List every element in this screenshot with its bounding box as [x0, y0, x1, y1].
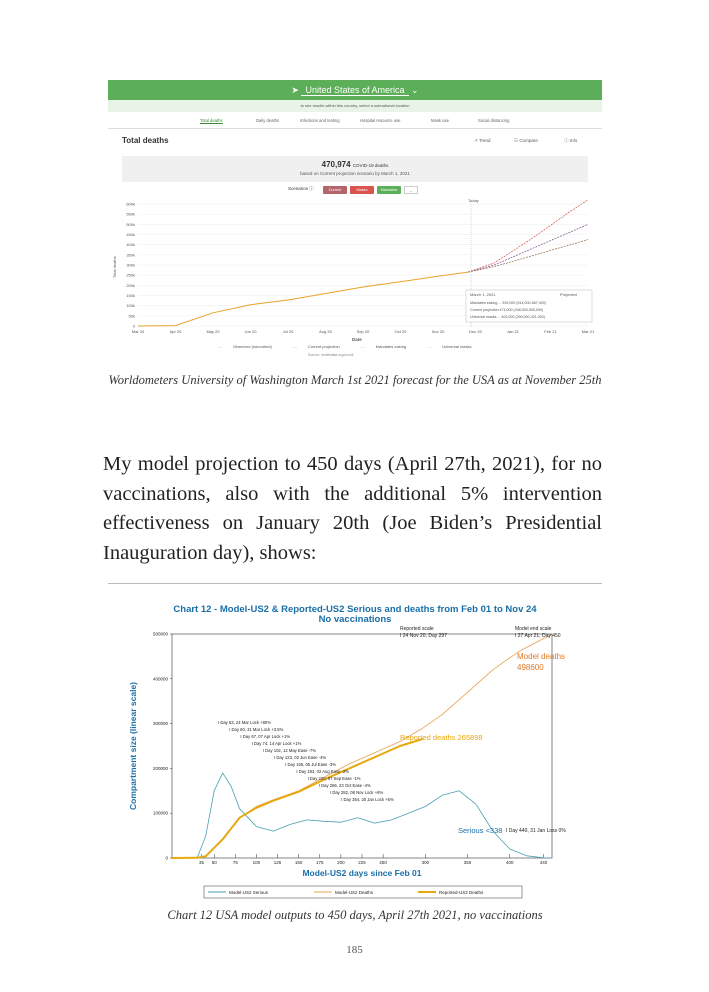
serious-label: Serious <338: [458, 826, 503, 835]
x-tick-label: 300: [421, 860, 430, 865]
location-selector-bar[interactable]: [108, 80, 602, 100]
annotation: I Day 266, 23 Oct Ease -4%: [318, 783, 371, 788]
legend-mandates-label: Mandates easing: [375, 344, 407, 349]
legend-masks: - - Universal masks: [427, 344, 472, 349]
series-line-0: [138, 272, 468, 326]
x-tick-label: 350: [463, 860, 472, 865]
tab-hospital-resource-use[interactable]: Hospital resource use: [360, 118, 401, 123]
x-tick-label: 400: [506, 860, 514, 865]
x-tick-label: 200: [337, 860, 345, 865]
legend-masks-label: Universal masks: [442, 344, 472, 349]
reported-scale-label: Reported scale: [400, 626, 434, 632]
legend-current: - - Current projection: [292, 344, 340, 349]
x-tick-label: Mar 21: [581, 329, 595, 334]
divider: [108, 583, 602, 584]
total-deaths-chart: [108, 198, 602, 342]
info-icon: ⓘ: [564, 138, 569, 143]
trend-icon: ↗: [474, 138, 478, 143]
y-tick-label: 600k: [126, 201, 135, 207]
scenario-dropdown[interactable]: [404, 186, 418, 194]
y-tick-label: 200000: [152, 765, 168, 771]
y-tick-label: 0: [132, 323, 135, 329]
legend-observed-label: Observed (smoothed): [233, 344, 272, 349]
legend-current-label: Current projection: [307, 344, 340, 349]
scenario-button-current[interactable]: Current projection: [323, 186, 347, 194]
x-axis-label: Model-US2 days since Feb 01: [302, 868, 422, 878]
x-tick-labels: [132, 329, 595, 334]
view-compare-label: Compare: [519, 138, 538, 143]
view-compare[interactable]: [514, 138, 538, 144]
chart-legend: [218, 344, 492, 349]
legend-mandates: - - Mandates easing: [360, 344, 407, 349]
x-tick-label: 75: [232, 860, 238, 865]
y-tick-label: 150k: [126, 293, 135, 298]
reported-deaths-label: Reported deaths 265898: [400, 733, 483, 742]
country-select[interactable]: United States of America: [301, 85, 408, 96]
y-tick-label: 100000: [152, 810, 168, 816]
annotation: I Day 102, 12 May Ease -7%: [262, 748, 317, 753]
legend-model-deaths-label: Model-US2 Deaths: [335, 890, 374, 895]
x-tick-label: Mar 20: [131, 329, 145, 334]
scenario-button-masks[interactable]: Masks: [350, 186, 374, 194]
total-deaths-value: [122, 160, 588, 169]
reported-scale-sub: I 24 Nov 20, Day 297: [400, 633, 447, 639]
x-tick-label: Oct 20: [394, 329, 407, 334]
scenarios-label: [288, 186, 314, 192]
box-row-current: Current projection 471,000 (448,000-505,000): [470, 308, 544, 312]
tab-infections-testing[interactable]: Infections and testing: [300, 118, 340, 123]
y-tick-label: 500000: [152, 631, 168, 637]
caption-figure-1: Worldometers University of Washington March 1st 2021 forecast for the USA as at November 25th: [108, 373, 602, 387]
tab-daily-deaths[interactable]: Daily deaths: [256, 118, 280, 123]
box-row-mandates: Mandates easing ... 539,000 (514,000-567,000): [470, 301, 546, 305]
x-tick-label: 35: [199, 860, 205, 865]
x-tick-labels: [199, 854, 548, 865]
annotation: I Day 183, 02 Aug Ease -2%: [296, 769, 350, 774]
y-tick-labels: [126, 202, 135, 329]
x-tick-label: 50: [211, 860, 217, 865]
annotation: I Day 354, 20 Jan Lock +5%: [341, 797, 394, 802]
y-tick-label: 200k: [126, 282, 135, 288]
x-tick-label: May 20: [206, 329, 220, 334]
view-info-label: Info: [569, 138, 578, 143]
total-suffix: COVID-19 deaths: [352, 163, 389, 168]
legend-observed: — Observed (smoothed): [218, 344, 272, 349]
y-tick-label: 50k: [128, 313, 135, 319]
x-tick-label: Aug 20: [319, 329, 332, 334]
x-tick-label: 150: [294, 860, 303, 865]
legend-reported-deaths-label: Reported-US2 Deaths: [439, 890, 484, 895]
x-tick-label: 440: [539, 860, 548, 865]
box-row-masks: Universal masks ... 403,000 (390,000-421,000): [470, 315, 545, 319]
x-tick-label: 225: [358, 860, 366, 865]
chevron-down-icon: ⌄: [409, 188, 413, 193]
y-tick-label: 550k: [126, 211, 135, 217]
caption-figure-2: Chart 12 USA model outputs to 450 days, April 27th 2021, no vaccinations: [167, 908, 543, 922]
x-tick-label: 100: [252, 860, 261, 865]
view-info[interactable]: [564, 138, 577, 144]
x-tick-label: Dec 20: [469, 329, 482, 334]
x-tick-label: Apr 20: [169, 329, 182, 334]
legend-serious-label: Model-US2 Serious: [229, 890, 269, 895]
view-trend-label: Trend: [478, 138, 491, 143]
y-tick-label: 450k: [126, 232, 135, 237]
projected-label: Projected: [560, 292, 577, 297]
annotation: I Day 220, 07 Sep Ease -1%: [307, 776, 361, 781]
annotation: I Day 74, 14 Apr Lock +1%: [251, 741, 302, 746]
chart-subtitle: No vaccinations: [318, 614, 392, 625]
annotation: I Day 60, 31 Mar Lock +3.5%: [229, 727, 284, 732]
compare-icon: ☷: [514, 138, 519, 143]
annotation: I Day 67, 07 Apr Lock +1%: [240, 734, 291, 739]
based-on-text: based on Current projection scenario by March 1, 2021: [300, 171, 410, 176]
tab-total-deaths[interactable]: Total deaths: [200, 118, 223, 123]
help-icon: ⓘ: [309, 186, 314, 191]
scenarios-text: Scenarios: [288, 186, 309, 191]
metric-tabs: [108, 114, 602, 129]
chart-source: Source: healthdata.org/covid/: [308, 353, 354, 357]
annotation: I Day 123, 02 Jun Ease -4%: [274, 755, 327, 760]
y-tick-label: 250k: [126, 272, 135, 278]
model-scale-sub: I 27 Apr 21, Day 450: [515, 633, 561, 639]
chart-title: Chart 12 - Model-US2 & Reported-US2 Serious and deaths from Feb 01 to Nov 24: [173, 604, 537, 615]
y-tick-label: 500k: [126, 221, 135, 227]
x-tick-label: Jan 21: [506, 329, 520, 334]
model-deaths-label: Model deaths: [517, 652, 566, 661]
x-tick-label: 250: [379, 860, 387, 865]
model-scale-label: Model end scale: [515, 626, 552, 632]
panel-title: Total deaths: [122, 136, 169, 145]
annotation: I Day 53, 24 Mar Lock +80%: [218, 720, 271, 725]
chevron-down-icon: ⌄: [411, 85, 419, 95]
x-tick-label: Sep 20: [356, 329, 370, 334]
y-tick-label: 0: [165, 855, 168, 861]
view-trend[interactable]: [474, 138, 491, 144]
series-line-1: [172, 635, 552, 858]
y-tick-label: 100k: [126, 303, 135, 309]
location-arrow-icon: ➤: [291, 85, 299, 95]
annotation: I Day 282, 08 Nov Lock +6%: [330, 790, 384, 795]
y-tick-label: 300000: [152, 721, 168, 727]
model-deaths-value: 498600: [517, 663, 544, 672]
y-tick-label: 400000: [152, 676, 168, 682]
y-tick-label: 350k: [126, 252, 135, 258]
plot-frame: [172, 634, 552, 858]
annotation: I Day 155, 05 Jul Ease -3%: [285, 762, 336, 767]
series-line-2: [468, 200, 588, 272]
scenario-button-mandates[interactable]: Mandates easing: [377, 186, 401, 194]
y-axis-label: Total deaths: [112, 256, 117, 278]
x-tick-label: Feb 21: [544, 329, 557, 334]
total-summary: [122, 156, 588, 182]
subnational-hint: to see results within this country, select a subnational location: [108, 100, 602, 112]
x-tick-label: 175: [316, 860, 324, 865]
body-paragraph: My model projection to 450 days (April 27th, 2021), for no vaccinations, also with the additional 5% intervention effectiveness on January 20th (Joe Biden’s Presidential Inauguration day), shows:: [103, 453, 602, 564]
x-axis-label: Date: [352, 337, 362, 342]
today-label: Today: [468, 198, 479, 203]
projection-date: March 1, 2021: [470, 292, 496, 297]
y-tick-labels: [153, 632, 172, 861]
y-tick-label: 300k: [126, 262, 135, 268]
figure-worldometers-forecast: [108, 80, 602, 362]
tab-mask-use[interactable]: Mask use: [431, 118, 449, 123]
page-number: 185: [346, 944, 363, 956]
x-tick-label: Jul 20: [282, 329, 294, 334]
total-number: 470,974: [321, 160, 351, 169]
chart-series: [172, 635, 552, 858]
tab-social-distancing[interactable]: Social distancing: [478, 118, 510, 123]
x-tick-label: Nov 20: [431, 329, 445, 334]
y-tick-label: 400k: [126, 242, 135, 248]
y-axis-label: Compartment size (linear scale): [128, 681, 138, 811]
x-tick-label: Jun 20: [244, 329, 257, 334]
chart-12: [108, 596, 602, 902]
x-tick-label: 125: [273, 860, 282, 865]
serious-note: I Day 440, 31 Jan Loss 0%: [506, 828, 566, 834]
